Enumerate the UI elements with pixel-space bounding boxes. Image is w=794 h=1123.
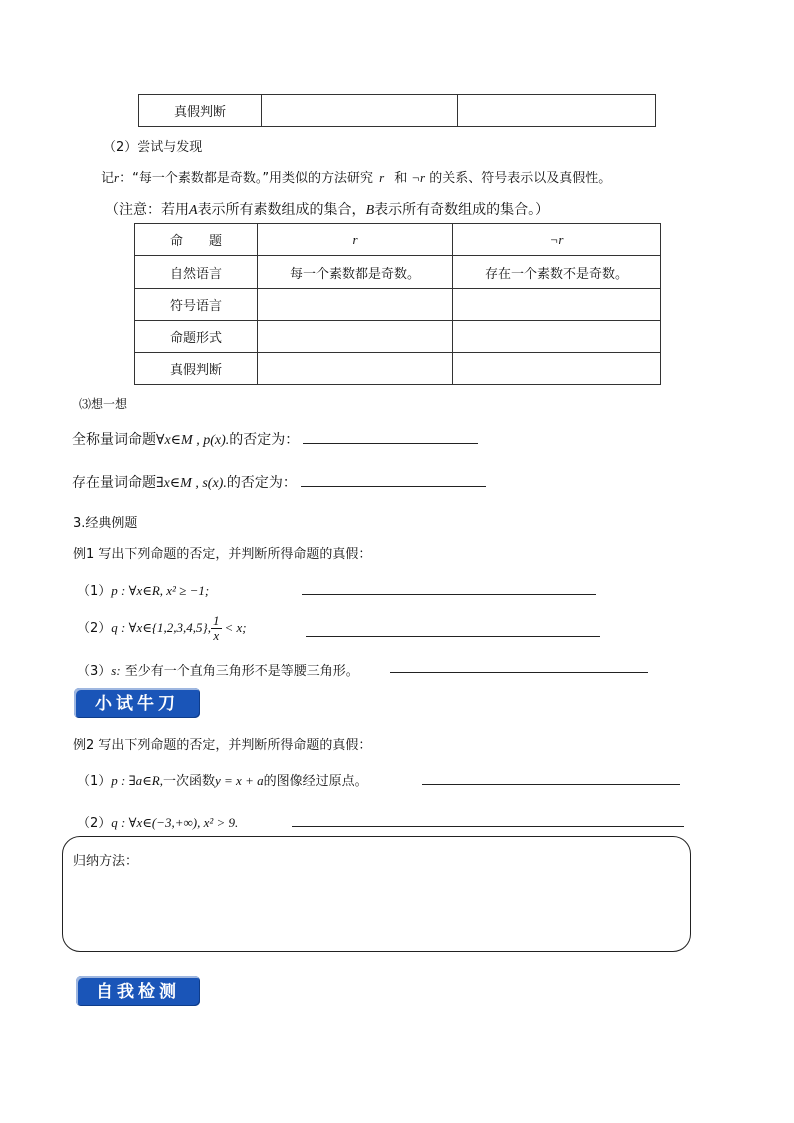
table-cell: 每一个素数都是奇数。 [258, 256, 453, 289]
item-math: q : ∀x∈{1,2,3,4,5}, [111, 620, 211, 635]
top-table-label: 真假判断 [139, 95, 262, 127]
ex2-item2 [77, 812, 238, 831]
note-B: B [365, 203, 375, 218]
table-cell [453, 353, 661, 385]
item-text: 的图像经过原点。 [263, 774, 368, 789]
badge-try [74, 688, 200, 718]
section2-intro [101, 167, 611, 186]
line2-math: ∃x∈M , s(x). [156, 476, 227, 491]
item-number: （2） [77, 621, 112, 636]
section3-line1 [72, 429, 478, 449]
item-text: 至少有一个直角三角形不是等腰三角形。 [120, 664, 359, 679]
item-math: s: [111, 663, 121, 678]
intro-suffix: 的关系、符号表示以及真假性。 [425, 171, 612, 186]
line1-suffix: 的否定为： [229, 432, 300, 448]
table-cell [258, 289, 453, 321]
proposition-table [134, 223, 661, 385]
line1-math: ∀x∈M , p(x). [156, 433, 230, 448]
intro-r: r [114, 170, 120, 185]
badge-try-label: 小试牛刀 [95, 694, 179, 714]
note-suffix: 表示所有奇数组成的集合。） [374, 202, 550, 218]
item-number: （3） [77, 664, 112, 679]
intro-prefix: 记 [101, 171, 115, 186]
note-A: A [189, 203, 198, 218]
item-math: y = x + a [215, 773, 264, 788]
top-table [138, 94, 656, 127]
table-header: r [258, 224, 453, 256]
line2-suffix: 的否定为： [226, 475, 297, 491]
table-header: 命 题 [135, 224, 258, 256]
summary-label: 归纳方法： [73, 854, 139, 869]
item-math: p : ∃a∈R, [111, 773, 163, 788]
ex1-item3 [77, 660, 359, 679]
top-table-cell [458, 95, 656, 127]
section2-heading: （2）尝试与发现 [103, 140, 203, 155]
answer-blank[interactable] [292, 814, 684, 827]
intro-r2: r [379, 170, 385, 185]
table-header: ¬r [453, 224, 661, 256]
line1-prefix: 全称量词命题 [72, 432, 156, 448]
badge-self-check-label: 自我检测 [96, 982, 180, 1002]
line2-prefix: 存在量词命题 [72, 475, 156, 491]
answer-blank[interactable] [390, 660, 648, 673]
badge-self-check [76, 976, 200, 1006]
item-number: （1） [77, 584, 112, 599]
example1-title: 例1 写出下列命题的否定，并判断所得命题的真假： [73, 547, 372, 562]
item-math: < x; [224, 620, 247, 635]
ex1-item1 [77, 580, 209, 599]
table-cell [258, 321, 453, 353]
item-number: （2） [77, 816, 112, 831]
note-mid: 表示所有素数组成的集合， [197, 202, 366, 218]
intro-quote: ：“每一个素数都是奇数。”用类似的方法研究 [119, 171, 374, 186]
intro-and: 和 [390, 171, 408, 186]
table-cell [453, 321, 661, 353]
item-math: p : ∀x∈R, x² ≥ −1; [111, 583, 210, 598]
item-text: 一次函数 [162, 774, 215, 789]
table-row-label: 符号语言 [135, 289, 258, 321]
table-cell: 存在一个素数不是奇数。 [453, 256, 661, 289]
answer-blank[interactable] [301, 474, 486, 487]
example2-title: 例2 写出下列命题的否定，并判断所得命题的真假： [73, 738, 372, 753]
section3-heading: ⑶想一想 [79, 397, 128, 411]
item-math: q : ∀x∈(−3,+∞), x² > 9. [111, 815, 239, 830]
examples-heading: 3.经典例题 [73, 516, 138, 531]
answer-blank[interactable] [306, 624, 600, 637]
intro-notr: ¬r [411, 170, 426, 185]
ex2-item1 [77, 770, 368, 789]
table-row-label: 真假判断 [135, 353, 258, 385]
table-cell [453, 289, 661, 321]
section2-note [105, 199, 549, 219]
fraction [211, 614, 222, 643]
item-number: （1） [77, 774, 112, 789]
fraction-denominator: x [213, 628, 220, 643]
ex1-item2 [77, 614, 247, 643]
table-row-label: 命题形式 [135, 321, 258, 353]
section3-line2 [72, 472, 486, 492]
table-cell [258, 353, 453, 385]
top-table-cell [262, 95, 458, 127]
answer-blank[interactable] [422, 772, 680, 785]
table-row-label: 自然语言 [135, 256, 258, 289]
answer-blank[interactable] [303, 431, 478, 444]
fraction-numerator: 1 [213, 613, 220, 628]
summary-box[interactable] [62, 836, 691, 952]
note-prefix: （注意：若用 [105, 202, 189, 218]
answer-blank[interactable] [302, 582, 596, 595]
